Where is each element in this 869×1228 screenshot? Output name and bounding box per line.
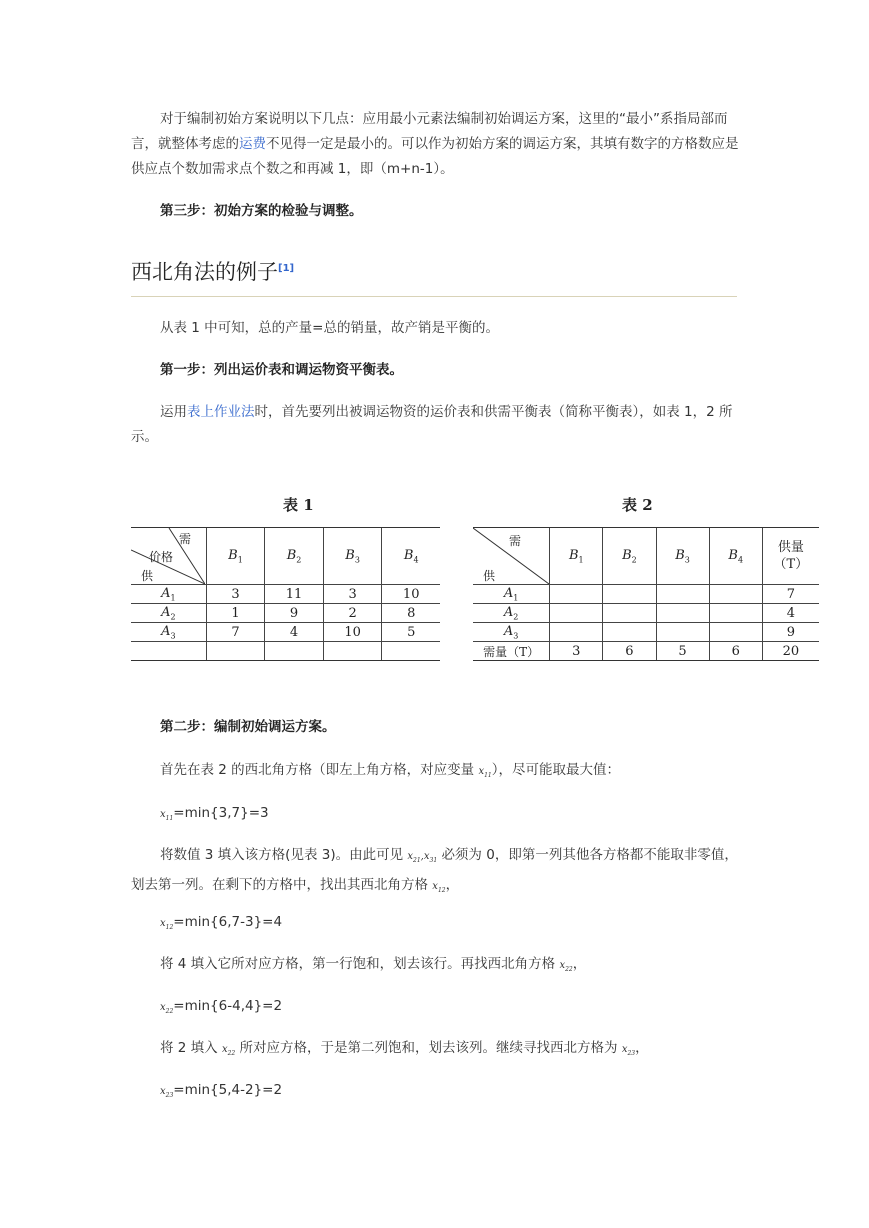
- step3-heading: 第三步：初始方案的检验与调整。: [160, 203, 363, 219]
- fill2-paragraph: 将 2 填入 $x_{22}$ 所对应方格，于是第二列饱和，划去该列。继续寻找西北方格为 $x_{23}$，: [160, 1040, 649, 1057]
- step1-heading: 第一步：列出运价表和调运物资平衡表。: [160, 362, 403, 378]
- table2-title: 表 2: [622, 496, 653, 514]
- table-row: $A_3$ 9: [473, 623, 819, 642]
- table1-col-b4: $B_4$: [382, 528, 440, 585]
- step2-heading: 第二步：编制初始调运方案。: [160, 719, 336, 735]
- table-method-link[interactable]: 表上作业法: [187, 404, 255, 420]
- method-block: [131, 400, 741, 450]
- balance-paragraph: 从表 1 中可知，总的产量=总的销量，故产销是平衡的。: [160, 320, 499, 336]
- method-paragraph: 运用表上作业法时，首先要列出被调运物资的运价表和供需平衡表（简称平衡表），如表 1，2 所示。: [131, 404, 733, 445]
- table1: [131, 527, 440, 661]
- table2-supply-header: 供量 （T）: [762, 528, 819, 585]
- step1-block: [131, 358, 741, 383]
- fill4-paragraph: 将 4 填入它所对应方格，第一行饱和，划去该行。再找西北角方格 $x_{22}$，: [160, 956, 587, 973]
- table1-col-b3: $B_3$: [323, 528, 382, 585]
- fill4-block: [131, 952, 741, 982]
- eq1-block: [131, 801, 741, 831]
- eq4-block: [131, 1078, 741, 1108]
- table1-col-b2: $B_2$: [265, 528, 324, 585]
- table-row: $A_2$ 4: [473, 604, 819, 623]
- nw-paragraph: 首先在表 2 的西北角方格（即左上角方格，对应变量 $x_{11}$），尽可能取最大值：: [160, 762, 620, 779]
- equation-3: $x_{22}=\min\{6-4,4\}=2$: [160, 998, 283, 1015]
- table1-title: 表 1: [283, 496, 314, 514]
- table2-col-b3: $B_3$: [656, 528, 709, 585]
- step2-block: [131, 715, 741, 740]
- reference-link[interactable]: [1]: [278, 263, 295, 274]
- balance-block: [131, 316, 741, 341]
- intro-paragraph: 对于编制初始方案说明以下几点：应用最小元素法编制初始调运方案，这里的“最小”系指局部而言，就整体考虑的运费不见得一定是最小的。可以作为初始方案的调运方案，其填有数字的方格数应是供应点个数加需求点个数之和再减 1，即（m+n-1）。: [131, 111, 739, 177]
- equation-2: $x_{12}=\min\{6,7-3\}=4$: [160, 914, 283, 931]
- freight-link[interactable]: 运费: [239, 136, 266, 152]
- fill2-block: [131, 1036, 741, 1066]
- table1-corner: 需 价格 供: [131, 528, 206, 585]
- table2-col-b4: $B_4$: [709, 528, 762, 585]
- section-title: 西北角法的例子: [131, 260, 278, 284]
- step3-block: [131, 199, 741, 224]
- table-row: $A_1$ 3 11 3 10: [131, 585, 440, 604]
- table2: [473, 527, 819, 661]
- table-row: $A_2$ 1 9 2 8: [131, 604, 440, 623]
- eq2-block: [131, 910, 741, 940]
- table2-col-b2: $B_2$: [603, 528, 656, 585]
- fill3-block: [131, 843, 741, 903]
- table2-corner: 需 供: [473, 528, 550, 585]
- fill3-paragraph: 将数值 3 填入该方格(见表 3)。由此可见 $x_{21},x_{31}$ 必须为 0，即第一列其他各方格都不能取非零值，划去第一列。在剩下的方格中，找出其西北角方格 $x_{12}$，: [131, 847, 738, 894]
- table-row: 需量（T） 3 6 5 6 20: [473, 642, 819, 661]
- table-row: [131, 642, 440, 661]
- table-row: $A_1$ 7: [473, 585, 819, 604]
- equation-4: $x_{23}=\min\{5,4-2\}=2$: [160, 1082, 283, 1099]
- intro-block: [131, 107, 741, 182]
- table1-col-b1: $B_1$: [206, 528, 265, 585]
- table-row: $A_3$ 7 4 10 5: [131, 623, 440, 642]
- equation-1: $x_{11}=\min\{3,7\}=3$: [160, 805, 269, 822]
- eq3-block: [131, 994, 741, 1024]
- nw-block: [131, 758, 741, 788]
- table2-col-b1: $B_1$: [550, 528, 603, 585]
- section-heading: [131, 256, 737, 297]
